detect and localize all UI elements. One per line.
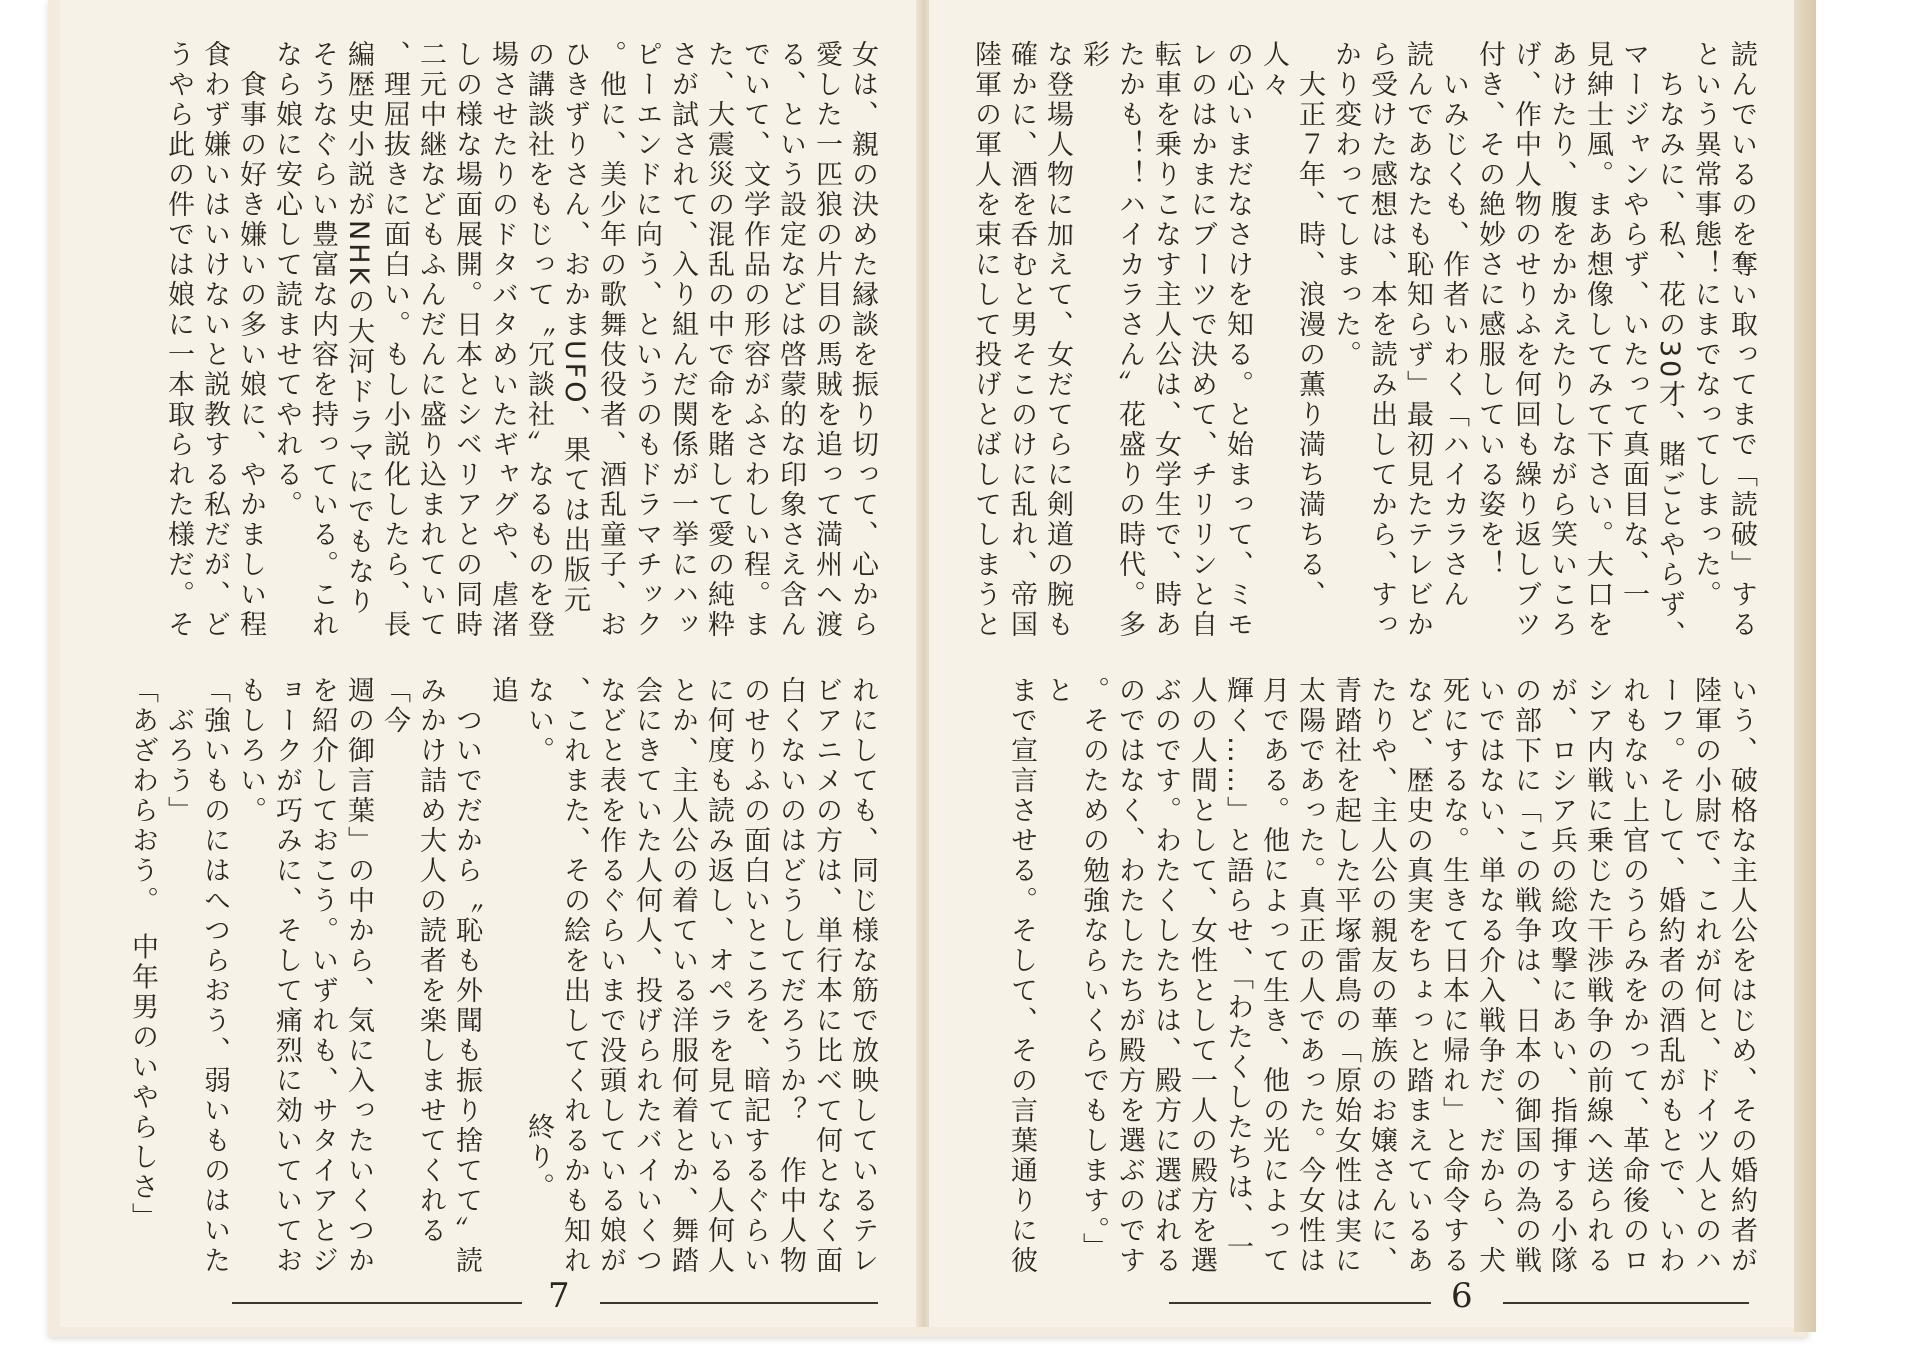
page-6-lower-text [1006, 676, 1759, 1288]
page6-top_columns-column: 読んでいるのを奪い取ってまで「読破」する [1726, 40, 1757, 640]
page6-top_columns-column: な登場人物に加えて、女だてらに剣道の腕も [1042, 40, 1073, 640]
page7-bottom_columns-column: 、これまた、その絵を出してくれるかも知れ [559, 676, 590, 1276]
page6-top_columns-column: ら受けた感想は、本を読み出してから、すっ [1366, 40, 1397, 640]
page-6-upper-text [970, 40, 1759, 652]
page7-bottom_columns-column: に何度も読み返し、オペラを見ている人何人 [703, 676, 734, 1276]
page6-top_columns-column: という異常事態！にまでなってしまった。 [1690, 40, 1721, 610]
page-7-upper-text [140, 40, 880, 652]
page7-top_columns-column: 食わず嫌いはいけないと説教する私だが、ど [199, 40, 230, 640]
page6-bottom_columns-column: 死にするな。生きて日本に帰れ」と命令する [1438, 676, 1469, 1276]
page6-top_columns-column: マージャンやらず、いたって真面目な、一 [1618, 40, 1649, 610]
page-edge [1794, 0, 1816, 1332]
page6-top_columns-column: かり変わってしまった。 [1330, 40, 1361, 370]
page7-top_columns-column: なら娘に安心して読ませてやれる。 [271, 40, 302, 520]
page6-bottom_columns-column: 輝く……」と語らせ、「わたくしたちは、一 [1222, 676, 1253, 1263]
page6-top_columns-column: 見紳士風。まあ想像してみて下さい。大口を [1582, 40, 1613, 640]
page6-top_columns-column: あけたり、腹をかかえたりしながら笑いころ [1546, 40, 1577, 640]
page7-top_columns-column: でいて、文学作品の形容がふさわしい程。ま [739, 40, 770, 640]
page6-top_columns-column: げ、作中人物のせりふを何回も繰り返しブツ [1510, 40, 1541, 640]
page-6 [928, 0, 1795, 1327]
page7-bottom_columns-column: などと表を作るぐらいまで没頭している娘が [595, 676, 626, 1276]
page7-bottom_columns-column: 「あざわらおう。 中年男のいやらしさ」 [127, 676, 158, 1233]
page6-top_columns-column: 陸軍の軍人を束にして投げとばしてしまうと [970, 40, 1001, 640]
page7-top_columns-column: 女は、親の決めた縁談を振り切って、心から [847, 40, 878, 640]
page6-top_columns-column: たかも！！ハイカラさん〟花盛りの時代。多彩 [1078, 40, 1145, 640]
page7-top_columns-column: 、理屈抜きに面白い。もし小説化したら、長 [379, 40, 410, 640]
page7-bottom_columns-column: みかけ詰め大人の読者を楽しませてくれる「今 [379, 676, 446, 1246]
page7-top_columns-column: そうなぐらい豊富な内容を持っている。これ [307, 40, 338, 640]
page6-bottom_columns-column: 太陽であった。真正の人であった。今女性は [1294, 676, 1325, 1276]
page-7-footer-rule-right [600, 1302, 878, 1304]
page6-bottom_columns-column: 月である。他によって生き、他の光によって [1258, 676, 1289, 1276]
page6-bottom_columns-column: の部下に「この戦争は、日本の御国の為の戦 [1510, 676, 1541, 1276]
page7-top_columns-column: 。他に、美少年の歌舞伎役者、酒乱童子、お [595, 40, 626, 640]
page7-top_columns-column: 場させたりのドタバタめいたギャグや、虐渚 [487, 40, 518, 640]
page7-bottom_columns-column: ョークが巧みに、そして痛烈に効いていてお [271, 676, 302, 1276]
page6-top_columns-column: 付き、その絶妙さに感服している姿を！ [1474, 40, 1505, 580]
page6-bottom_columns-column: れもない上官のうらみをかって、革命後のロ [1618, 676, 1649, 1276]
page-6-footer-rule-right [1503, 1302, 1749, 1304]
page7-bottom_columns-column: のせりふの面白いところを、暗記するぐらい [739, 676, 770, 1276]
page-6-footer-rule-left [1169, 1302, 1431, 1304]
page6-bottom_columns-column: たりや、主人公の親友の華族のお嬢さんに、 [1366, 676, 1397, 1276]
page7-top_columns-column: る、という設定などは啓蒙的な印象さえ含ん [775, 40, 806, 640]
page6-bottom_columns-column: など、歴史の真実をちょっと踏まえているあ [1402, 676, 1433, 1276]
page-7-lower-text [127, 676, 880, 1288]
page6-bottom_columns-column: ーフ。そして、婚約者の酒乱がもとで、いわ [1654, 676, 1685, 1276]
page6-bottom_columns-column: 人の人間として、女性として一人の殿方を選 [1186, 676, 1217, 1276]
page7-bottom_columns-column: 追 [487, 676, 518, 706]
page7-top_columns-column: うやら此の件では娘に一本取られた様だ。そ [163, 40, 194, 640]
page6-top_columns-column: 読んであなたも恥知らず」最初見たテレビか [1402, 40, 1433, 640]
page-7-number: 7 [548, 1276, 570, 1316]
page7-top_columns-column: 編歴史小説がNHKの大河ドラマにでもなり [343, 40, 374, 618]
page7-top_columns-column: 愛した一匹狼の片目の馬賊を追って満州へ渡 [811, 40, 842, 640]
page6-bottom_columns-column: いう、破格な主人公をはじめ、その婚約者が [1726, 676, 1757, 1276]
page7-top_columns-column: 食事の好き嫌いの多い娘に、やかましい程 [235, 40, 266, 640]
page6-top_columns-column: 大正７年、時、浪漫の薫り満ち満ちる、人々 [1258, 40, 1325, 610]
page6-top_columns-column: いみじくも、作者いわく「ハイカラさん [1438, 40, 1469, 610]
page7-bottom_columns-column: とか、主人公の着ている洋服何着とか、舞踏 [667, 676, 698, 1276]
page7-bottom_columns-column: ビアニメの方は、単行本に比べて何となく面 [811, 676, 842, 1276]
page6-top_columns-column: レのはかまにブーツで決めて、チリリンと自 [1186, 40, 1217, 640]
page7-bottom_columns-column: もしろい。 [235, 676, 266, 826]
booklet-spread [48, 0, 1808, 1337]
page7-top_columns-column: 二元中継などもふんだんに盛り込まれていて [415, 40, 446, 640]
page7-top_columns-column: ピーエンドに向う、というのもドラマチック [631, 40, 662, 640]
page6-top_columns-column: 転車を乗りこなす主人公は、女学生で、時あ [1150, 40, 1181, 640]
page-6-number: 6 [1451, 1276, 1473, 1316]
page6-bottom_columns-column: まで宣言させる。そして、その言葉通りに彼 [1006, 676, 1037, 1276]
page7-top_columns-column: さが試されて、入り組んだ関係が一挙にハッ [667, 40, 698, 640]
page6-bottom_columns-column: 陸軍の小尉で、これが何と、ドイツ人とのハ [1690, 676, 1721, 1276]
page7-bottom_columns-column: 会にきていた人何人、投げられたバイいくつ [631, 676, 662, 1276]
page7-top_columns-column: しの様な場面展開。日本とシベリアとの同時 [451, 40, 482, 640]
page-7-footer-rule-left [232, 1302, 522, 1304]
page7-bottom_columns-column: 白くないのはどうしてだろうか？ 作中人物 [775, 676, 806, 1276]
page6-top_columns-column: ちなみに、私、花の30才、賭ごとやらず、 [1654, 40, 1685, 651]
page7-bottom_columns-column: ついでだから〝恥も外聞も振り捨てて〟読 [451, 676, 482, 1276]
page6-bottom_columns-column: のではなく、わたしたちが殿方を選ぶのです [1114, 676, 1145, 1276]
page-7 [60, 0, 921, 1327]
page7-bottom_columns-column: 週の御言葉」の中から、気に入ったいくつか [343, 676, 374, 1276]
page6-bottom_columns-column: シア内戦に乗じた干渉戦争の前線へ送られる [1582, 676, 1613, 1276]
page6-top_columns-column: 確かに、酒を呑むと男そこのけに乱れ、帝国 [1006, 40, 1037, 640]
page6-bottom_columns-column: 。そのための勉強ならいくらでもします。」と [1042, 676, 1109, 1263]
page7-top_columns-column: の講談社をもじって〝冗談社〟なるものを登 [523, 40, 554, 640]
page6-bottom_columns-column: が、ロシア兵の総攻撃にあい、指揮する小隊 [1546, 676, 1577, 1276]
page6-bottom_columns-column: いではない、単なる介入戦争だ、だから、犬 [1474, 676, 1505, 1276]
page7-bottom_columns-column: ない。 終り。 [523, 676, 554, 1203]
page6-bottom_columns-column: 青踏社を起した平塚雷鳥の「原始女性は実に [1330, 676, 1361, 1276]
page6-bottom_columns-column: ぶのです。わたくしたちは、殿方に選ばれる [1150, 676, 1181, 1276]
page7-bottom_columns-column: れにしても、同じ様な筋で放映しているテレ [847, 676, 878, 1276]
page7-bottom_columns-column: 「強いものにはへつらおう、弱いものはいた [199, 676, 230, 1276]
page7-top_columns-column: ひきずりさん、おかまUFO、果ては出版元 [559, 40, 590, 616]
page7-bottom_columns-column: を紹介しておこう。いずれも、サタイアとジ [307, 676, 338, 1276]
page7-bottom_columns-column: ぶろう」 [163, 676, 194, 826]
page7-top_columns-column: た、大震災の混乱の中で命を賭して愛の純粋 [703, 40, 734, 640]
page6-top_columns-column: の心いまだなさけを知る。と始まって、ミモ [1222, 40, 1253, 640]
